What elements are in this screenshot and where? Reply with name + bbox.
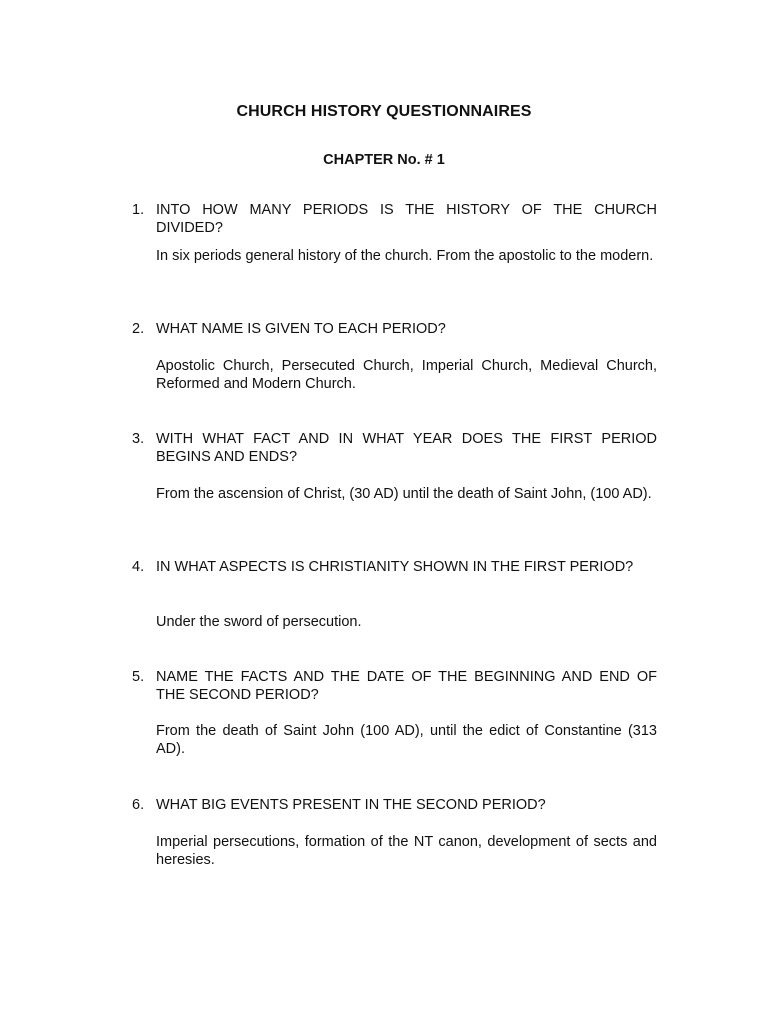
- question-text: WHAT NAME IS GIVEN TO EACH PERIOD?: [156, 321, 446, 337]
- question-number: 6.: [132, 797, 145, 813]
- question-text: WITH WHAT FACT AND IN WHAT YEAR DOES THE FIRST PERIOD BEGINS AND ENDS?: [156, 431, 657, 465]
- answer-text: In six periods general history of the church. From the apostolic to the modern.: [156, 248, 654, 264]
- question-text: NAME THE FACTS AND THE DATE OF THE BEGINNING AND END OF THE SECOND PERIOD?: [156, 669, 657, 703]
- answer-text: Under the sword of persecution.: [156, 614, 362, 630]
- question-number: 1.: [132, 202, 145, 218]
- page-title: CHURCH HISTORY QUESTIONNAIRES: [236, 103, 532, 120]
- question-number: 4.: [132, 559, 145, 575]
- question-text: IN WHAT ASPECTS IS CHRISTIANITY SHOWN IN THE FIRST PERIOD?: [156, 559, 634, 575]
- question-text: INTO HOW MANY PERIODS IS THE HISTORY OF THE CHURCH DIVIDED?: [156, 202, 657, 236]
- answer-text: Imperial persecutions, formation of the NT canon, development of sects and heresies.: [156, 834, 657, 868]
- question-number: 3.: [132, 431, 145, 447]
- answer-text: From the ascension of Christ, (30 AD) until the death of Saint John, (100 AD).: [156, 486, 652, 502]
- question-text: WHAT BIG EVENTS PRESENT IN THE SECOND PERIOD?: [156, 797, 546, 813]
- question-number: 2.: [132, 321, 145, 337]
- chapter-heading: CHAPTER No. # 1: [323, 152, 445, 168]
- question-number: 5.: [132, 669, 145, 685]
- answer-text: Apostolic Church, Persecuted Church, Imperial Church, Medieval Church, Reformed and Modern Church.: [156, 358, 657, 392]
- answer-text: From the death of Saint John (100 AD), until the edict of Constantine (313 AD).: [156, 723, 657, 757]
